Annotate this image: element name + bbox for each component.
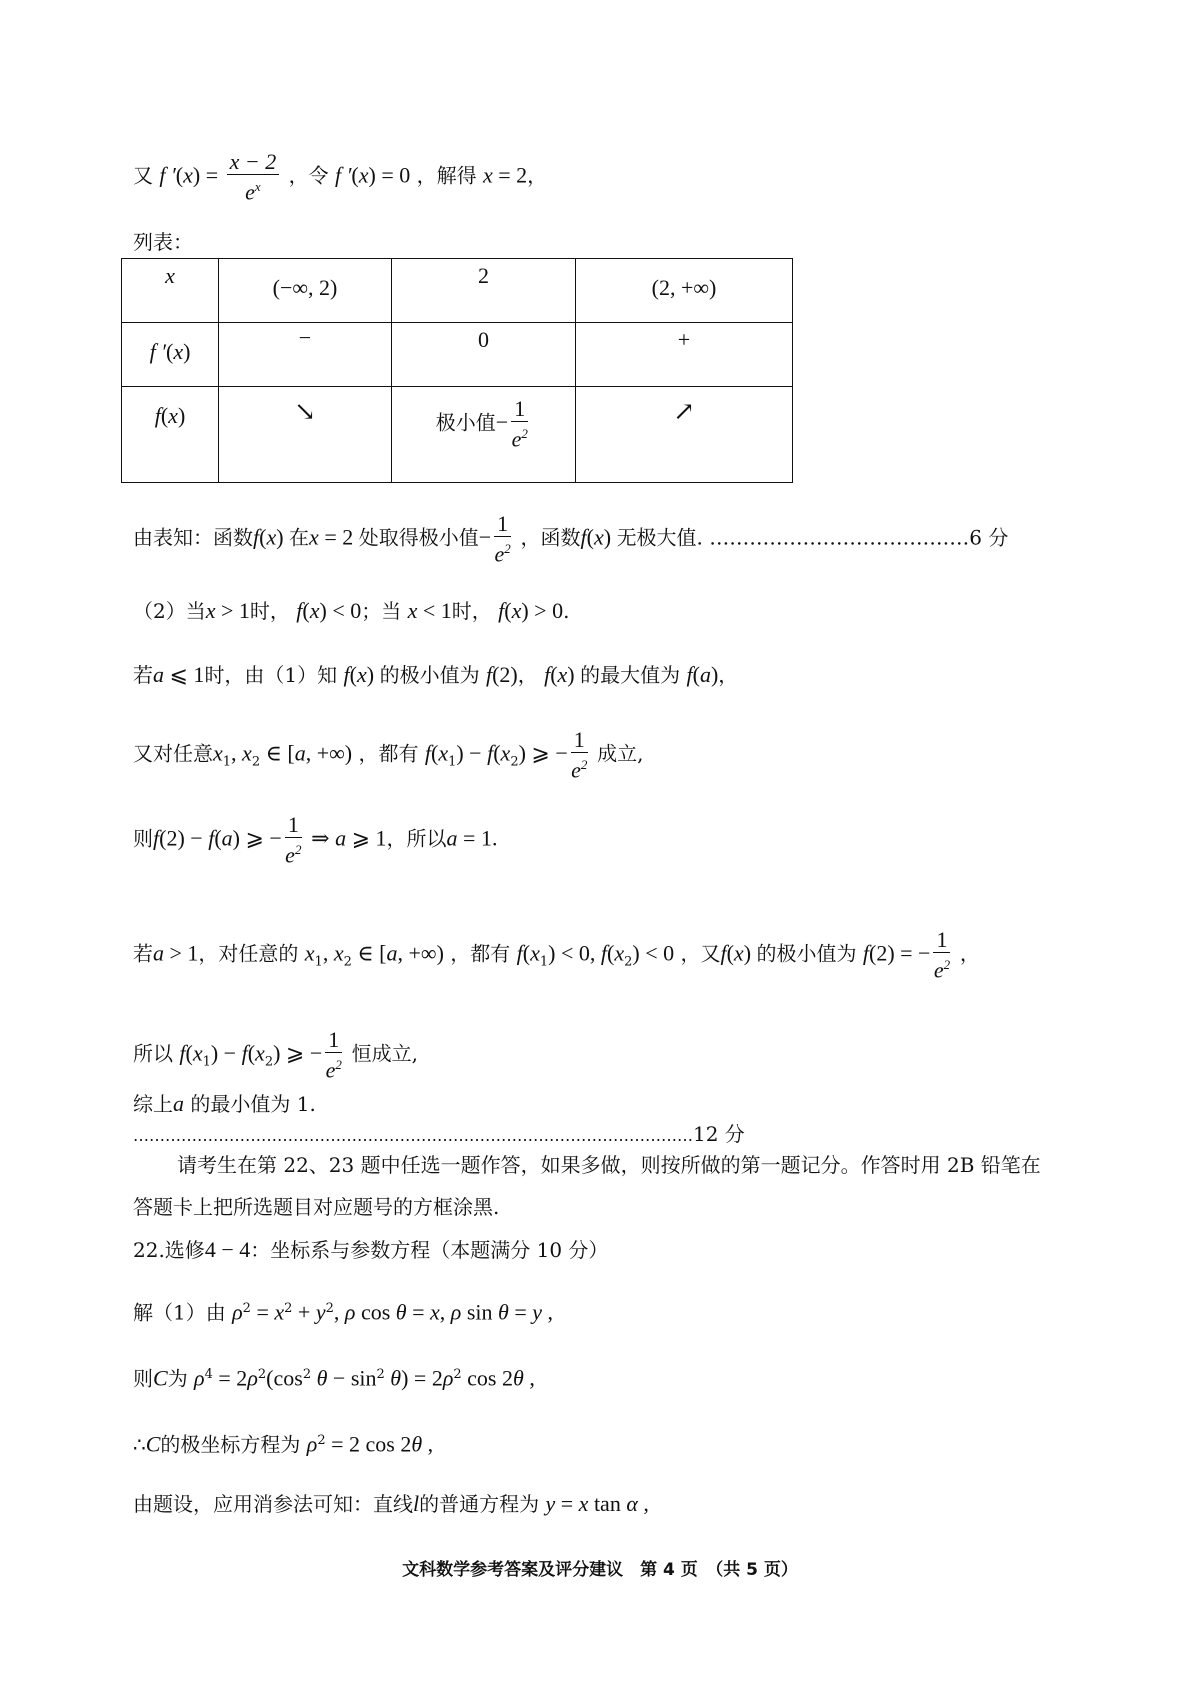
instruction-line2: 答题卡上把所选题目对应题号的方框涂黑. [133,1195,500,1219]
table-header-x: x [122,259,219,323]
derivative-fraction: $\frac{x - 2}{e^x}$ [227,150,280,204]
part2-line7: 综上a 的最小值为 1. [133,1091,316,1116]
part2-line6: 所以 $f(x_1) - f(x_2)$ ⩾ − $\frac{1}{e^2}$ 恒成立, [133,1027,418,1083]
score-6: 6 分 [969,525,1009,550]
q22-step4: 由题设，应用消参法可知：直线l的普通方程为 y = x tan α , [133,1491,649,1516]
table-header-fprime: f ′(x) [122,323,219,387]
part2-line3: 又对任意$x_1$, $x_2$ ∈ [a, +∞) ，都有 $f(x_1) - f(x_2)$ ⩾ − $\frac{1}{e^2}$ 成立, [133,727,644,783]
part2-line4: 则f(2) − f(a) ⩾ − $\frac{1}{e^2}$ ⇒ a ⩾ 1，所以a = 1. [133,812,498,868]
part2-dots: ……………………………………………………………………………………………12 分 [133,1122,745,1146]
instruction-line1: 请考生在第 22、23 题中任选一题作答，如果多做，则按所做的第一题记分。作答时用 2B 铅笔在 [177,1153,1041,1177]
text-lead: 又 [133,163,153,188]
part2-line5: 若a > 1，对任意的 $x_1$, $x_2$ ∈ [a, +∞) ，都有 $f(x_1) < 0$, $f(x_2) < 0$ ，又f(x) 的极小值为 f(2) = − $\frac{1}{e^2}$ ， [133,927,980,983]
table-header-f: f(x) [122,387,219,483]
table-label: 列表： [133,230,193,254]
conclusion-part1: 由表知：函数f(x) 在x = 2 处取得极小值− $\frac{1}{e^2}$ ，函数f(x) 无极大值. …………………………………6 分 [133,511,1009,567]
increasing-arrow-icon: ↗ [673,397,695,427]
decreasing-arrow-icon: ↘ [294,397,316,427]
page-footer: 文科数学参考答案及评分建议 第 4 页 （共 5 页） [402,1560,798,1580]
sign-table: x (−∞, 2) 2 (2, +∞) f ′(x) − 0 + f(x) ↘ 极小值− $\frac{1}{e^2}$ ↗ [121,258,793,483]
q22-step3: ∴C的极坐标方程为 $\rho^2 = 2$ cos 2θ , [133,1431,434,1457]
part2-line2: 若a ⩽ 1时，由（1）知 f(x) 的极小值为 f(2)， f(x) 的最大值为 f(a)， [133,662,739,687]
q22-step2: 则C为 $\rho^4 = 2\rho^2(\cos^2$ $\theta - \sin^2 \theta) = 2\rho^2$ cos 2θ , [133,1365,535,1391]
part2-line1: （2）当x > 1时， f(x) < 0；当 x < 1时， f(x) > 0. [133,598,570,623]
q22-step1: 解（1）由 $\rho^2 = x^2 + y^2$, ρ cos θ = x, ρ sin θ = y , [133,1299,554,1325]
derivative-line: 又 f ′(x) = $\frac{x - 2}{e^x}$ ，令 f ′(x) = 0 ，解得 x = 2， [133,149,548,205]
q22-title: 22.选修4 − 4：坐标系与参数方程（本题满分 10 分） [133,1237,609,1262]
score-12: 12 分 [693,1122,745,1146]
